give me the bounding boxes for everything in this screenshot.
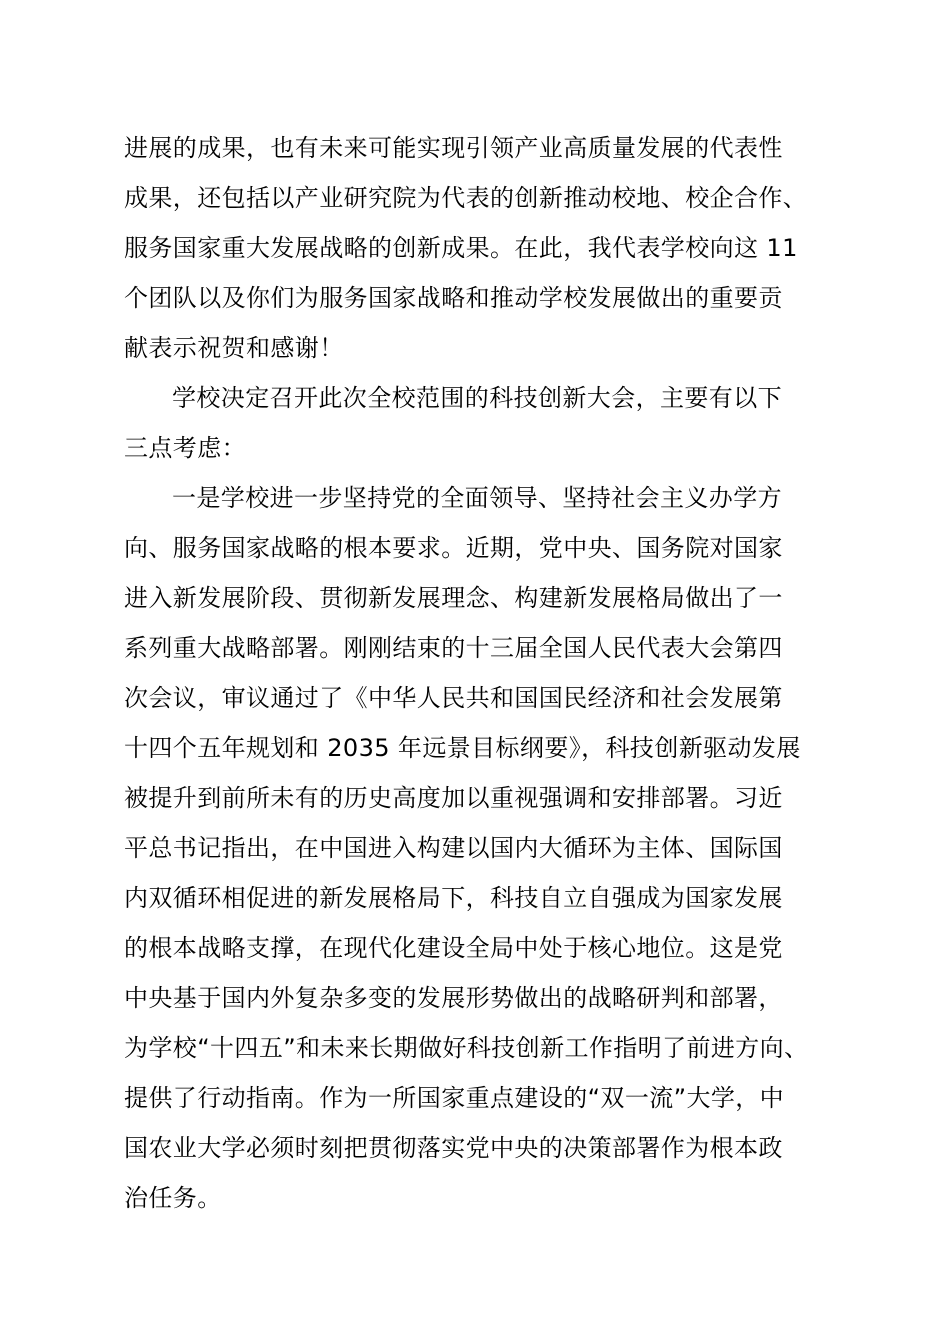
text-line: 提供了行动指南。作为一所国家重点建设的“双一流”大学，中 — [124, 1084, 785, 1112]
text-line: 为学校“十四五”和未来长期做好科技创新工作指明了前进方向、 — [124, 1034, 809, 1062]
text-line: 三点考虑： — [124, 434, 246, 462]
text-line: 服务国家重大发展战略的创新成果。在此，我代表学校向这 11 — [124, 234, 798, 262]
text-line: 献表示祝贺和感谢！ — [124, 334, 344, 362]
text-line: 个团队以及你们为服务国家战略和推动学校发展做出的重要贡 — [124, 284, 783, 312]
text-line: 内双循环相促进的新发展格局下，科技自立自强成为国家发展 — [124, 884, 783, 912]
text-line: 中央基于国内外复杂多变的发展形势做出的战略研判和部署， — [124, 984, 783, 1012]
text-line: 国农业大学必须时刻把贯彻落实党中央的决策部署作为根本政 — [124, 1134, 783, 1162]
text-line: 进展的成果，也有未来可能实现引领产业高质量发展的代表性 — [124, 134, 783, 162]
text-line: 的根本战略支撑，在现代化建设全局中处于核心地位。这是党 — [124, 934, 783, 962]
text-line: 治任务。 — [124, 1184, 222, 1212]
text-line: 向、服务国家战略的根本要求。近期，党中央、国务院对国家 — [124, 534, 783, 562]
text-line: 系列重大战略部署。刚刚结束的十三届全国人民代表大会第四 — [124, 634, 783, 662]
paragraph-first-line: 学校决定召开此次全校范围的科技创新大会，主要有以下 — [172, 384, 782, 412]
text-line: 平总书记指出，在中国进入构建以国内大循环为主体、国际国 — [124, 834, 783, 862]
text-line: 十四个五年规划和 2035 年远景目标纲要》，科技创新驱动发展 — [124, 734, 801, 762]
paragraph-first-line: 一是学校进一步坚持党的全面领导、坚持社会主义办学方 — [172, 484, 782, 512]
text-line: 进入新发展阶段、贯彻新发展理念、构建新发展格局做出了一 — [124, 584, 783, 612]
text-line: 次会议，审议通过了《中华人民共和国国民经济和社会发展第 — [124, 684, 783, 712]
text-line: 成果，还包括以产业研究院为代表的创新推动校地、校企合作、 — [124, 184, 808, 212]
text-line: 被提升到前所未有的历史高度加以重视强调和安排部署。习近 — [124, 784, 783, 812]
